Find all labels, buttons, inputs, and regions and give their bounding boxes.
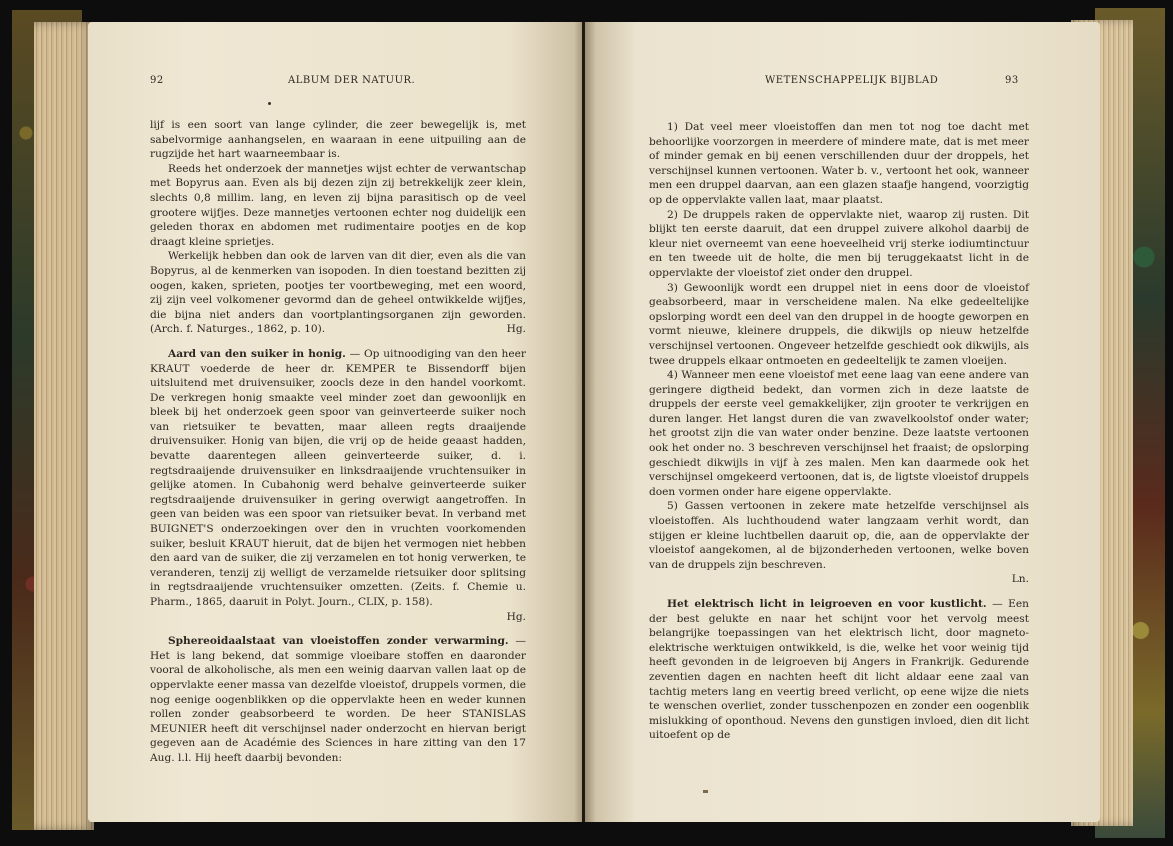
article-paragraph: Het elektrisch licht in leigroeven en voor kustlicht. — Een der best gelukte en naar het schijnt voor het vervolg meest belangrijke toepassingen van het elektrisch licht, door magneto-elektrische werktuigen ontwikkeld, is die, welke het voor weinig tijd heeft gevonden in de leigroeven bij Angers in Frankrijk. Gedurende zeventien dagen en nachten heeft dit licht aldaar eene zaal van tachtig meters lang en veertig breed verlicht, op eene wijze die niets te wenschen overliet, zonder tusschenpozen en zonder een oogenblik mislukking of oponthoud. Nevens den gunstigen invloed, dien dit licht uitoefent op de [649,598,1029,742]
page-number-right: 93 [1005,75,1019,86]
article-paragraph: Sphereoidaalstaat van vloeistoffen zonder verwarming. — Het is lang bekend, dat sommige vloeibare stoffen en daaronder vooral de alkoholische, als men een weinig daarvan vallen laat op de oppervlakte eener massa van dezelfde vloeistof, druppels vormen, die nog eenige oogenblikken op die oppervlakte heen en weder kunnen rollen zonder geabsorbeerd te worden. De heer STANISLAS MEUNIER heeft dit verschijnsel nader onderzocht en hiervan berigt gegeven aan de Académie des Sciences in hare zitting van den 17 Aug. l.l. Hij heeft daarbij bevonden: [150,635,526,764]
running-head-left: ALBUM DER NATUUR. [288,75,416,86]
signature: Ln. [1011,573,1029,586]
paragraph: lijf is een soort van lange cylinder, die zeer bewegelijk is, met sabelvormige aanhangselen, en waaraan in eene uitpuiling aan de rugzijde het hart waarneembaar is. [150,119,526,161]
signature: Hg. [506,323,526,336]
right-column [649,120,1029,743]
ink-speck [268,102,271,105]
spine-gutter [574,22,596,822]
ink-mark [703,790,708,793]
article-title: Het elektrisch licht in leigroeven en voor kustlicht. [667,598,987,610]
paragraph: Werkelijk hebben dan ook de larven van dit dier, even als die van Bopyrus, al de kenmerken van isopoden. In dien toestand bezitten zij oogen, kaken, sprieten, pootjes ter voortbeweging, met een woord, zij zijn veel volkomener gevormd dan de geheel ontwikkelde wijfjes, die bijna niet anders dan voortplantingsorganen zijn geworden. (Arch. f. Naturges., 1862, p. 10). Hg. [150,250,526,336]
article-title: Sphereoidaalstaat van vloeistoffen zonder verwarming. [168,635,509,648]
left-page [88,22,582,822]
page-edges-left [34,22,94,830]
running-head-right: WETENSCHAPPELIJK BIJBLAD [765,75,939,86]
left-column [150,118,526,766]
signature: Hg. [506,610,526,623]
list-item: 5) Gassen vertoonen in zekere mate hetzelfde verschijnsel als vloeistoffen. Als luchthoudend water langzaam verhit wordt, dan stijgen er kleine luchtbellen daaruit op, die, aan de oppervlakte der vloeistof aangekomen, al de bijzonderheden vertoonen, welke boven van de druppels zijn beschreven. [649,500,1029,571]
page-number-left: 92 [150,75,164,86]
list-item: 4) Wanneer men eene vloeistof met eene laag van eene andere van geringere digtheid bedekt, dan vormen zich in deze laatste de druppels der eerste veel gemakkelijker, zijn grooter te verkrijgen en duren langer. Het langst duren die van zwavelkoolstof onder water; het grootst zijn die van water onder benzine. Deze laatste vertoonen ook het onder no. 3 beschreven verschijnsel het fraaist; de opslorping geschiedt dikwijls in vijf à zes malen. Men kan daarmede ook het verschijnsel omgekeerd vertoonen, dat is, de ligtste vloeistof druppels doen vormen onder hare eigene oppervlakte. [649,369,1029,498]
paragraph: Reeds het onderzoek der mannetjes wijst echter de verwantschap met Bopyrus aan. Even als bij dezen zijn zij betrekkelijk zeer klein, slechts 0,8 millim. lang, en leven zij bijna parasitisch op de veel grootere wijfjes. Deze mannetjes vertoonen echter nog duidelijk een geleden thorax en abdomen met rudimentaire pootjes en de kop draagt kleine sprietjes. [150,162,526,248]
right-page [585,22,1100,822]
article-paragraph: Aard van den suiker in honig. — Op uitnoodiging van den heer KRAUT voederde de heer dr. KEMPER te Bissendorff bijen uitsluitend met druivensuiker, zoocls deze in den handel voorkomt. De verkregen honig smaakte veel minder zoet dan gewoonlijk en bleek bij het onderzoek geen spoor van geinverteerde suiker noch van rietsuiker te bevatten, maar alleen regts draaijende druivensuiker. Honig van bijen, die vrij op de heide geaast hadden, bevatte daarentegen alleen geinverteerde suiker, d. i. regtsdraaijende druivensuiker en linksdraaijende vruchtensuiker in gelijke atomen. In Cubahonig werd behalve geinverteerde suiker regtsdraaijende druivensuiker in gering overwigt aangetroffen. In geen van beiden was een spoor van rietsuiker bevat. In verband met BUIGNET'S onderzoekingen over den in vruchten voorkomenden suiker, besluit KRAUT hieruit, dat de bijen het vermogen niet hebben den aard van de suiker, die zij verzamelen en tot honig verwerken, te veranderen, tenzij zij welligt de verzamelde rietsuiker door splitsing in regtsdraaijende vruchtensuiker omzetten. (Zeits. f. Chemie u. Pharm., 1865, daaruit in Polyt. Journ., CLIX, p. 158). [150,347,526,608]
list-item: 1) Dat veel meer vloeistoffen dan men tot nog toe dacht met behoorlijke voorzorgen in meerdere of mindere mate, dat is met meer of minder gemak en bij eenen verschillenden duur der droppels, het verschijnsel kunnen vertoonen. Water b. v., vertoont het ook, wanneer men een druppel daarvan, aan een glazen staafje hangend, voorzigtig op de oppervlakte vallen laat, maar plaatst. [649,121,1029,206]
article-title: Aard van den suiker in honig. [168,347,346,360]
list-item: 2) De druppels raken de oppervlakte niet, waarop zij rusten. Dit blijkt ten eerste daaruit, dat een druppel zuivere alkohol daarbij de kleur niet overneemt van eene hoeveelheid vrij sterke iodiumtinctuur en ten tweede uit de holte, die men bij teruggekaatst licht in de oppervlakte der vloeistof ziet onder den druppel. [649,208,1029,279]
list-item: 3) Gewoonlijk wordt een druppel niet in eens door de vloeistof geabsorbeerd, maar in verscheidene malen. Na elke gedeeltelijke opslorping wordt een deel van den druppel in de hoogte geworpen en vormt nieuwe, kleinere druppels, die dikwijls op nieuw hetzelfde verschijnsel vertoonen. Ongeveer hetzelfde geschiedt ook dikwijls, als twee druppels elkaar ontmoeten en gedeeltelijk te zamen vloeijen. [649,281,1029,367]
